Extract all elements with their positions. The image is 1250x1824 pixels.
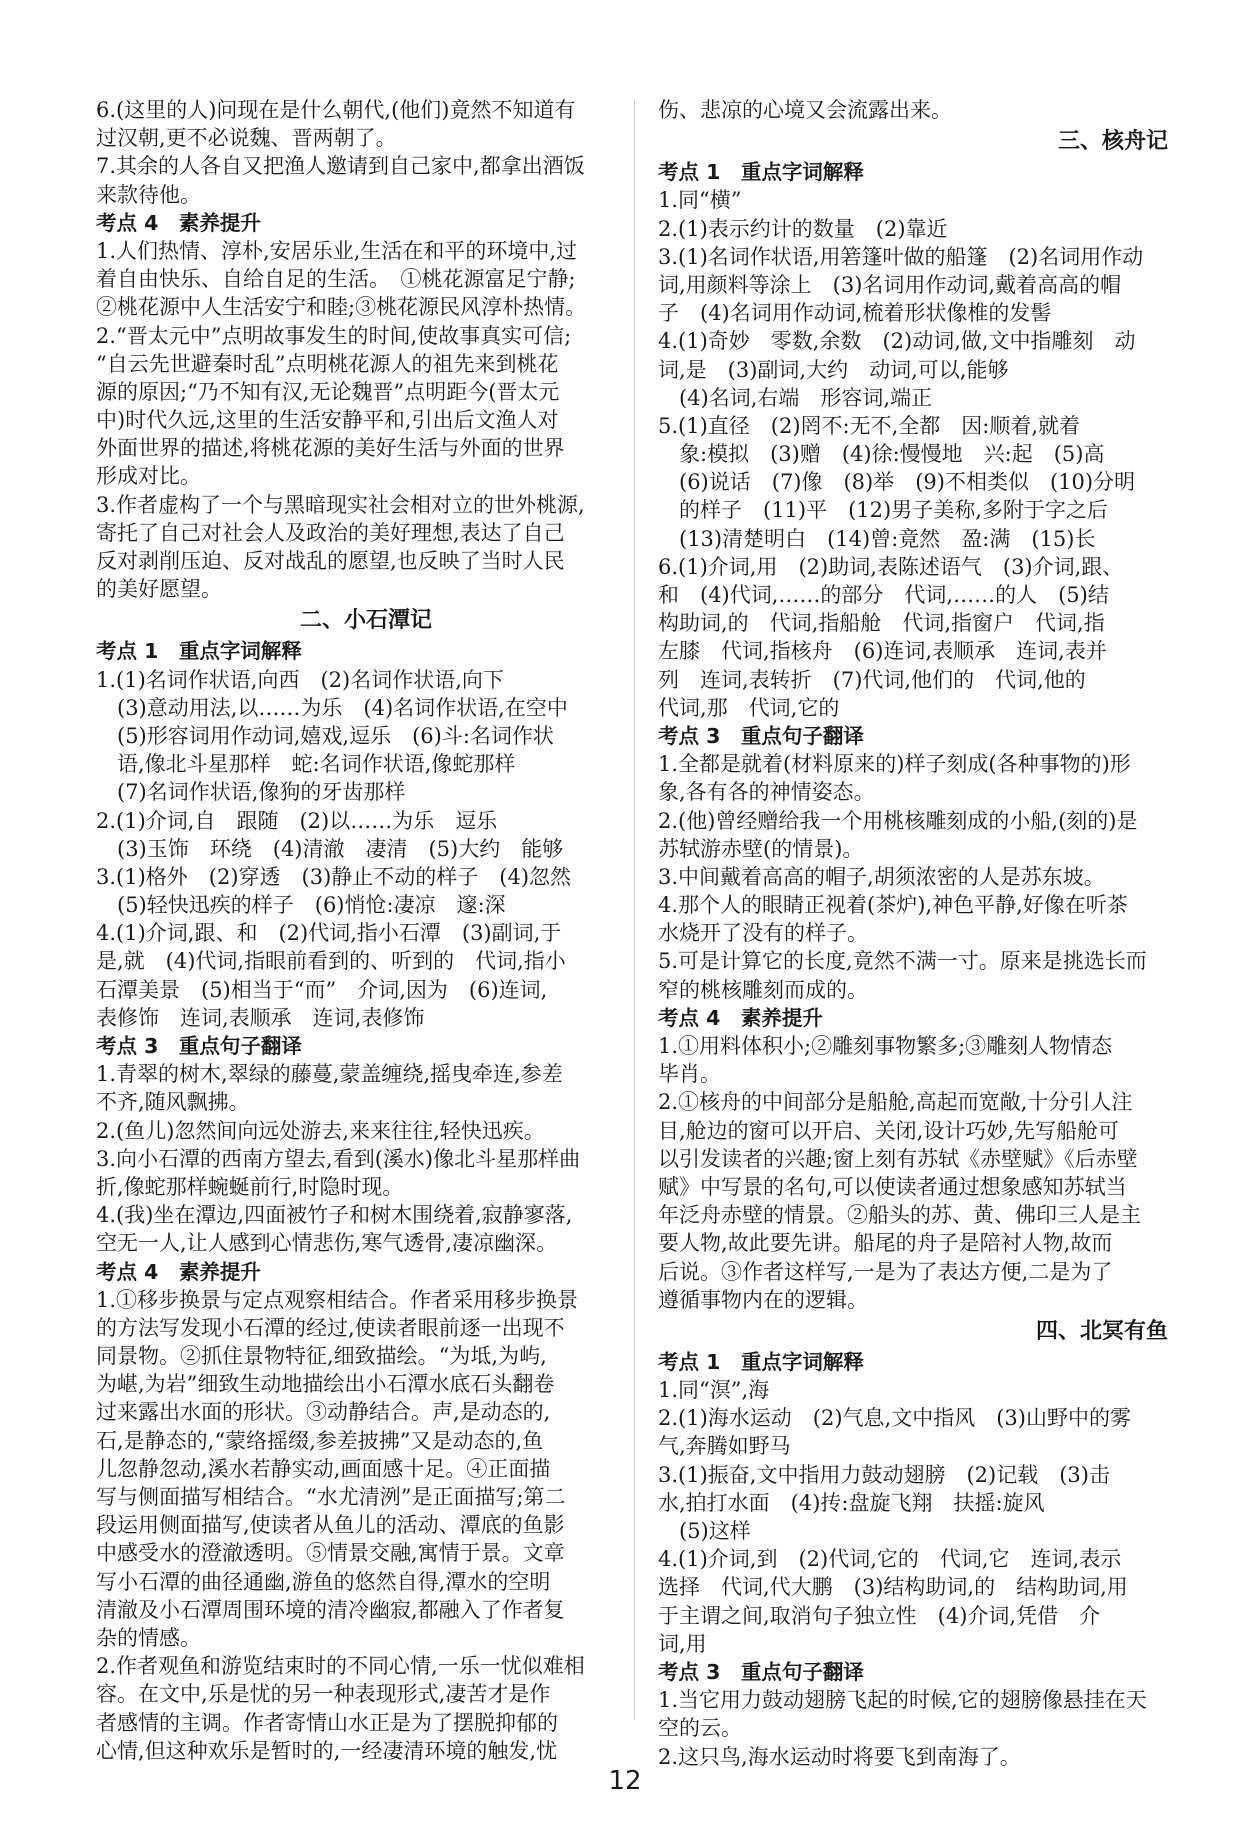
text-line: 象,各有各的神情姿态。 <box>658 780 875 805</box>
text-line: 着自由快乐、自给自足的生活。 ①桃花源富足宁静; <box>96 267 576 292</box>
text-line: 构助词,的 代词,指船舱 代词,指窗户 代词,指 <box>658 611 1105 636</box>
text-line: 7.其余的人各自又把渔人邀请到自己家中,都拿出酒饭 <box>96 154 585 179</box>
text-line: 3.(1)格外 (2)穿透 (3)静止不动的样子 (4)忽然 <box>96 864 572 889</box>
chapter-title: 二、小石潭记 <box>299 607 432 634</box>
text-line: 1.①移步换景与定点观察相结合。作者采用移步换景 <box>96 1287 579 1312</box>
text-line: 2.①核舟的中间部分是船舱,高起而宽敞,十分引人注 <box>658 1090 1133 1115</box>
text-line: 同景物。②抓住景物特征,细致描绘。“为坻,为屿, <box>96 1344 547 1369</box>
text-line: 3.向小石潭的西南方望去,看到(溪水)像北斗星那样曲 <box>96 1146 581 1171</box>
text-line: 的美好愿望。 <box>96 577 222 602</box>
text-line: (5)形容词用作动词,嬉戏,逗乐 (6)斗:名词作状 <box>96 723 554 748</box>
text-line: 2.(1)表示约计的数量 (2)靠近 <box>658 216 948 241</box>
text-line: (3)意动用法,以……为乐 (4)名词作状语,在空中 <box>96 695 568 720</box>
section-heading: 考点 4 素养提升 <box>658 1005 823 1030</box>
text-line: 不齐,随风飘拂。 <box>96 1090 250 1115</box>
text-line: 折,像蛇那样蜿蜒前行,时隐时现。 <box>96 1174 404 1199</box>
text-line: 赋》中写景的名句,可以使读者通过想象感知苏轼当 <box>658 1174 1127 1199</box>
text-line: 于主谓之间,取消句子独立性 (4)介词,凭借 介 <box>658 1603 1101 1628</box>
section-heading: 考点 3 重点句子翻译 <box>96 1034 302 1058</box>
text-line: 象:模拟 (3)赠 (4)徐:慢慢地 兴:起 (5)高 <box>658 442 1105 467</box>
text-line: 1.全都是就着(材料原来的)样子刻成(各种事物的)形 <box>658 752 1131 777</box>
text-line: 3.作者虚构了一个与黑暗现实社会相对立的世外桃源, <box>96 492 585 517</box>
text-line: 1.当它用力鼓动翅膀飞起的时候,它的翅膀像悬挂在天 <box>658 1688 1147 1713</box>
text-line: 形成对比。 <box>96 464 201 489</box>
page-number: 12 <box>608 1766 642 1796</box>
text-line: 2.(他)曾经赠给我一个用桃核雕刻成的小船,(刻的)是 <box>658 808 1138 833</box>
text-line: 1.同“溟”,海 <box>658 1378 770 1403</box>
text-line: ②桃花源中人生活安宁和睦;③桃花源民风淳朴热情。 <box>96 295 587 320</box>
text-line: 石潭美景 (5)相当于“而” 介词,因为 (6)连词, <box>96 977 548 1002</box>
text-line: 容。在文中,乐是忧的另一种表现形式,凄苦才是作 <box>96 1682 551 1707</box>
text-line: (6)说话 (7)像 (8)举 (9)不相类似 (10)分明 <box>658 470 1136 495</box>
text-line: 窄的桃核雕刻而成的。 <box>658 977 868 1002</box>
text-line: 年泛舟赤壁的情景。②船头的苏、黄、佛印三人是主 <box>658 1203 1141 1228</box>
text-line: 苏轼游赤壁(的情景)。 <box>658 836 864 861</box>
text-line: 4.那个人的眼睛正视着(茶炉),神色平静,好像在听茶 <box>658 893 1128 918</box>
text-line: 写小石潭的曲径通幽,游鱼的悠然自得,潭水的空明 <box>96 1569 551 1594</box>
text-line: 4.(1)介词,跟、和 (2)代词,指小石潭 (3)副词,于 <box>96 921 562 946</box>
text-line: 3.(1)名词作状语,用箬篷叶做的船篷 (2)名词用作动 <box>658 244 1144 269</box>
text-line: 空的云。 <box>658 1716 742 1741</box>
chapter-title: 三、核舟记 <box>1057 128 1168 155</box>
text-line: 石,是静态的,“蒙络摇缀,参差披拂”又是动态的,鱼 <box>96 1428 544 1453</box>
text-line: 4.(1)介词,到 (2)代词,它的 代词,它 连词,表示 <box>658 1547 1122 1572</box>
section-heading: 考点 1 重点字词解释 <box>658 160 864 185</box>
right-column <box>658 96 1198 1771</box>
text-line: 过汉朝,更不必说魏、晋两朝了。 <box>96 126 397 151</box>
text-line: 2.这只鸟,海水运动时将要飞到南海了。 <box>658 1744 1021 1769</box>
section-heading: 考点 3 重点句子翻译 <box>658 723 864 748</box>
text-line: 心情,但这种欢乐是暂时的,一经凄清环境的触发,忧 <box>96 1738 558 1763</box>
left-column <box>96 96 636 1765</box>
text-line: (7)名词作状语,像狗的牙齿那样 <box>96 780 406 805</box>
text-line: 中)时代久远,这里的生活安静平和,引出后文渔人对 <box>96 408 559 433</box>
text-line: 2.(1)海水运动 (2)气息,文中指风 (3)山野中的雾 <box>658 1406 1131 1431</box>
text-line: (3)玉饰 环绕 (4)清澈 凄清 (5)大约 能够 <box>96 836 564 861</box>
text-line: 表修饰 连词,表顺承 连词,表修饰 <box>96 1005 425 1030</box>
text-line: 反对剥削压迫、反对战乱的愿望,也反映了当时人民 <box>96 549 565 573</box>
text-line: 来款待他。 <box>96 182 201 207</box>
text-line: “自云先世避秦时乱”点明桃花源人的祖先来到桃花 <box>96 351 559 376</box>
text-line: 后说。③作者这样写,一是为了表达方便,二是为了 <box>658 1259 1113 1284</box>
text-line: 写与侧面描写相结合。“水尤清洌”是正面描写;第二 <box>96 1485 566 1509</box>
text-line: 水烧开了没有的样子。 <box>658 921 868 946</box>
text-line: 1.(1)名词作状语,向西 (2)名词作状语,向下 <box>96 667 504 692</box>
text-line: 杂的情感。 <box>96 1625 201 1650</box>
text-line: 外面世界的描述,将桃花源的美好生活与外面的世界 <box>96 436 565 461</box>
text-line: 词,用 <box>658 1631 707 1656</box>
text-line: (5)轻快迅疾的样子 (6)悄怆:凄凉 邃:深 <box>96 893 506 918</box>
text-line: 6.(1)介词,用 (2)助词,表陈述语气 (3)介词,跟、 <box>658 554 1124 579</box>
text-line: 词,用颜料等涂上 (3)名词用作动词,戴着高高的帽 <box>658 272 1122 297</box>
text-line: 1.青翠的树木,翠绿的藤蔓,蒙盖缠绕,摇曳牵连,参差 <box>96 1062 563 1087</box>
text-line: 以引发读者的兴趣;窗上刻有苏轼《赤壁赋》《后赤壁 <box>658 1146 1138 1171</box>
section-heading: 考点 1 重点字词解释 <box>658 1349 864 1374</box>
section-heading: 考点 1 重点字词解释 <box>96 639 302 664</box>
text-line: 子 (4)名词用作动词,梳着形状像椎的发髻 <box>658 301 1052 326</box>
text-line: 选择 代词,代大鹏 (3)结构助词,的 结构助词,用 <box>658 1575 1128 1600</box>
text-line: 为嵁,为岩”细致生动地描绘出小石潭水底石头翻卷 <box>96 1372 555 1397</box>
text-line: 要人物,故此要先讲。船尾的舟子是陪衬人物,故而 <box>658 1231 1113 1256</box>
text-line: 1.①用料体积小;②雕刻事物繁多;③雕刻人物情态 <box>658 1034 1113 1058</box>
text-line: 儿忽静忽动,溪水若静实动,画面感十足。④正面描 <box>96 1456 551 1481</box>
text-line: 列 连词,表转折 (7)代词,他们的 代词,他的 <box>658 667 1086 692</box>
text-line: 语,像北斗星那样 蛇:名词作状语,像蛇那样 <box>96 752 516 777</box>
text-line: 2.作者观鱼和游览结束时的不同心情,一乐一忧似难相 <box>96 1654 585 1679</box>
text-line: 目,舱边的窗可以开启、关闭,设计巧妙,先写船舱可 <box>658 1118 1120 1143</box>
text-line: 清澈及小石潭周围环境的清冷幽寂,都融入了作者复 <box>96 1597 565 1622</box>
text-line: 代词,那 代词,它的 <box>658 695 840 720</box>
text-line: 中感受水的澄澈透明。⑤情景交融,寓情于景。文章 <box>96 1541 565 1566</box>
section-heading: 考点 4 素养提升 <box>96 1259 261 1284</box>
text-line: 左膝 代词,指核舟 (6)连词,表顺承 连词,表并 <box>658 639 1107 664</box>
text-line: 的样子 (11)平 (12)男子美称,多附于字之后 <box>658 498 1108 523</box>
text-line: 和 (4)代词,……的部分 代词,……的人 (5)结 <box>658 583 1109 607</box>
text-line: 3.(1)振奋,文中指用力鼓动翅膀 (2)记载 (3)击 <box>658 1462 1110 1487</box>
text-line: 5.可是计算它的长度,竟然不满一寸。原来是挑选长而 <box>658 949 1147 974</box>
text-line: 5.(1)直径 (2)罔不:无不,全都 因:顺着,就着 <box>658 413 1081 438</box>
text-line: 6.(这里的人)问现在是什么朝代,(他们)竟然不知道有 <box>96 98 576 122</box>
text-line: (5)这样 <box>658 1519 751 1543</box>
text-line: (4)名词,右端 形容词,端正 <box>658 385 933 410</box>
chapter-title: 四、北冥有鱼 <box>1035 1317 1168 1344</box>
text-line: 2.(鱼儿)忽然间向远处游去,来来往往,轻快迅疾。 <box>96 1118 545 1143</box>
text-line: 水,拍打水面 (4)抟:盘旋飞翔 扶摇:旋风 <box>658 1490 1045 1515</box>
text-line: (13)清楚明白 (14)曾:竟然 盈:满 (15)长 <box>658 526 1096 551</box>
section-heading: 考点 3 重点句子翻译 <box>658 1659 864 1684</box>
text-line: 空无一人,让人感到心情悲伤,寒气透骨,凄凉幽深。 <box>96 1231 558 1256</box>
text-line: 者感情的主调。作者寄情山水正是为了摆脱抑郁的 <box>96 1710 558 1735</box>
text-line: 遵循事物内在的逻辑。 <box>658 1287 868 1312</box>
text-line: 4.(1)奇妙 零数,余数 (2)动词,做,文中指雕刻 动 <box>658 329 1136 354</box>
text-line: 3.中间戴着高高的帽子,胡须浓密的人是苏东坡。 <box>658 864 1105 889</box>
text-line: 气,奔腾如野马 <box>658 1434 791 1459</box>
text-line: 毕肖。 <box>658 1062 721 1087</box>
text-line: 源的原因;“乃不知有汉,无论魏晋”点明距今(晋太元 <box>96 379 560 404</box>
text-line: 2.“晋太元中”点明故事发生的时间,使故事真实可信; <box>96 323 572 348</box>
text-line: 的方法写发现小石潭的经过,使读者眼前逐一出现不 <box>96 1315 565 1340</box>
text-line: 寄托了自己对社会人及政治的美好理想,表达了自己 <box>96 520 565 545</box>
text-line: 是,就 (4)代词,指眼前看到的、听到的 代词,指小 <box>96 949 566 974</box>
text-line: 1.同“横” <box>658 188 742 213</box>
text-line: 段运用侧面描写,使读者从鱼儿的活动、潭底的鱼影 <box>96 1513 565 1538</box>
text-line: 词,是 (3)副词,大约 动词,可以,能够 <box>658 357 1009 382</box>
text-line: 4.(我)坐在潭边,四面被竹子和树木围绕着,寂静寥落, <box>96 1203 573 1228</box>
text-line: 伤、悲凉的心境又会流露出来。 <box>658 98 952 122</box>
text-line: 2.(1)介词,自 跟随 (2)以……为乐 逗乐 <box>96 808 498 833</box>
text-line: 过来露出水面的形状。③动静结合。声,是动态的, <box>96 1400 551 1425</box>
text-line: 1.人们热情、淳朴,安居乐业,生活在和平的环境中,过 <box>96 238 578 263</box>
section-heading: 考点 4 素养提升 <box>96 210 261 235</box>
